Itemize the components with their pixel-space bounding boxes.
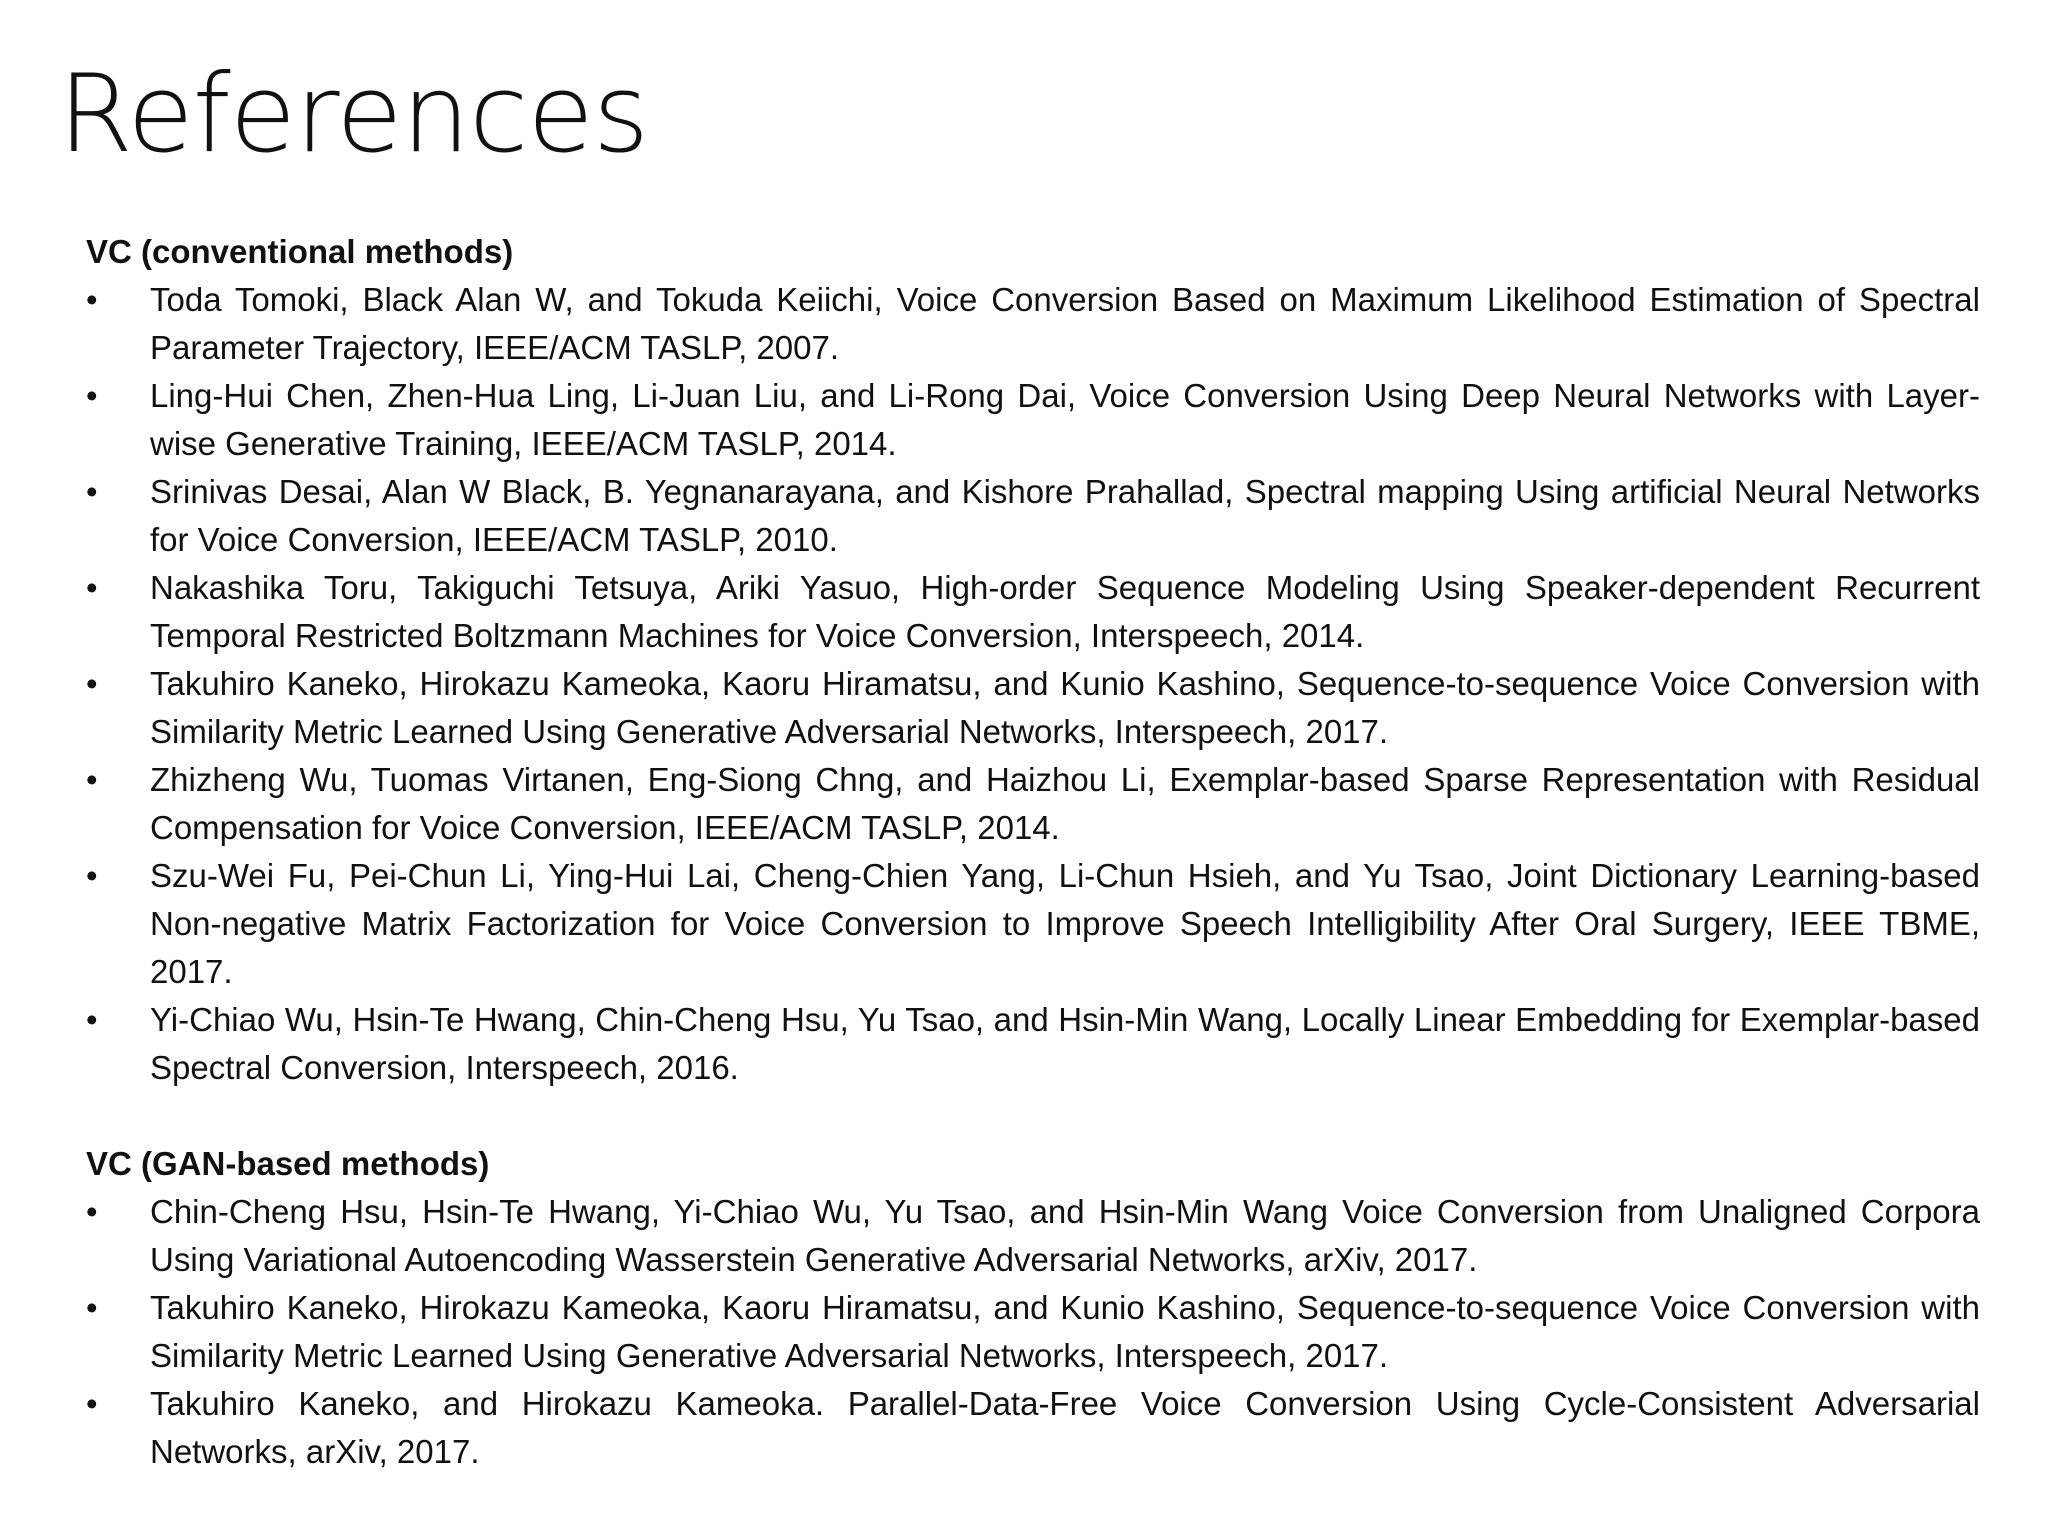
bullet-icon: • (86, 377, 98, 414)
reference-item (86, 1380, 1980, 1476)
reference-list (86, 276, 1980, 1092)
section-heading: VC (conventional methods) (86, 233, 514, 270)
reference-item (86, 276, 1980, 372)
bullet-icon: • (86, 1001, 98, 1038)
reference-text: Srinivas Desai, Alan W Black, B. Yegnanarayana, and Kishore Prahallad, Spectral mapping Using artificial Neural Networks for Voice Conversion, IEEE/ACM TASLP, 2010. (150, 473, 1980, 558)
bullet-icon: • (86, 473, 98, 510)
reference-item (86, 564, 1980, 660)
reference-item (86, 996, 1980, 1092)
reference-text: Chin-Cheng Hsu, Hsin-Te Hwang, Yi-Chiao Wu, Yu Tsao, and Hsin-Min Wang Voice Conversion from Unaligned Corpora Using Variational Autoencoding Wasserstein Generative Adversarial Networks, arXiv, 2017. (150, 1193, 1980, 1278)
reference-item (86, 660, 1980, 756)
bullet-icon: • (86, 281, 98, 318)
reference-item (86, 468, 1980, 564)
reference-text: Szu-Wei Fu, Pei-Chun Li, Ying-Hui Lai, Cheng-Chien Yang, Li-Chun Hsieh, and Yu Tsao, Joint Dictionary Learning-based Non-negative Matrix Factorization for Voice Conversion to Improve Speech Intelligibility After Oral Surgery, IEEE TBME, 2017. (150, 857, 1980, 990)
reference-item (86, 1188, 1980, 1284)
section-conventional-methods (86, 228, 1980, 1092)
bullet-icon: • (86, 857, 98, 894)
bullet-icon: • (86, 1193, 98, 1230)
reference-text: Takuhiro Kaneko, and Hirokazu Kameoka. Parallel-Data-Free Voice Conversion Using Cycle-Consistent Adversarial Networks, arXiv, 2017. (150, 1385, 1980, 1470)
reference-text: Zhizheng Wu, Tuomas Virtanen, Eng-Siong Chng, and Haizhou Li, Exemplar-based Sparse Representation with Residual Compensation for Voice Conversion, IEEE/ACM TASLP, 2014. (150, 761, 1980, 846)
references-content (86, 228, 1980, 1476)
reference-item (86, 852, 1980, 996)
reference-text: Nakashika Toru, Takiguchi Tetsuya, Ariki Yasuo, High-order Sequence Modeling Using Speaker-dependent Recurrent Temporal Restricted Boltzmann Machines for Voice Conversion, Interspeech, 2014. (150, 569, 1980, 654)
reference-list (86, 1188, 1980, 1476)
reference-text: Ling-Hui Chen, Zhen-Hua Ling, Li-Juan Liu, and Li-Rong Dai, Voice Conversion Using Deep Neural Networks with Layer-wise Generative Training, IEEE/ACM TASLP, 2014. (150, 377, 1980, 462)
bullet-icon: • (86, 1289, 98, 1326)
reference-text: Toda Tomoki, Black Alan W, and Tokuda Keiichi, Voice Conversion Based on Maximum Likelihood Estimation of Spectral Parameter Trajectory, IEEE/ACM TASLP, 2007. (150, 281, 1980, 366)
reference-text: Takuhiro Kaneko, Hirokazu Kameoka, Kaoru Hiramatsu, and Kunio Kashino, Sequence-to-sequence Voice Conversion with Similarity Metric Learned Using Generative Adversarial Networks, Interspeech, 2017. (150, 665, 1980, 750)
bullet-icon: • (86, 761, 98, 798)
section-gan-based-methods (86, 1140, 1980, 1476)
bullet-icon: • (86, 569, 98, 606)
page-title: References (58, 52, 649, 177)
reference-text: Takuhiro Kaneko, Hirokazu Kameoka, Kaoru Hiramatsu, and Kunio Kashino, Sequence-to-sequence Voice Conversion with Similarity Metric Learned Using Generative Adversarial Networks, Interspeech, 2017. (150, 1289, 1980, 1374)
reference-item (86, 1284, 1980, 1380)
bullet-icon: • (86, 665, 98, 702)
reference-item (86, 372, 1980, 468)
reference-item (86, 756, 1980, 852)
reference-text: Yi-Chiao Wu, Hsin-Te Hwang, Chin-Cheng Hsu, Yu Tsao, and Hsin-Min Wang, Locally Linear Embedding for Exemplar-based Spectral Conversion, Interspeech, 2016. (150, 1001, 1980, 1086)
section-heading: VC (GAN-based methods) (86, 1145, 490, 1182)
bullet-icon: • (86, 1385, 98, 1422)
